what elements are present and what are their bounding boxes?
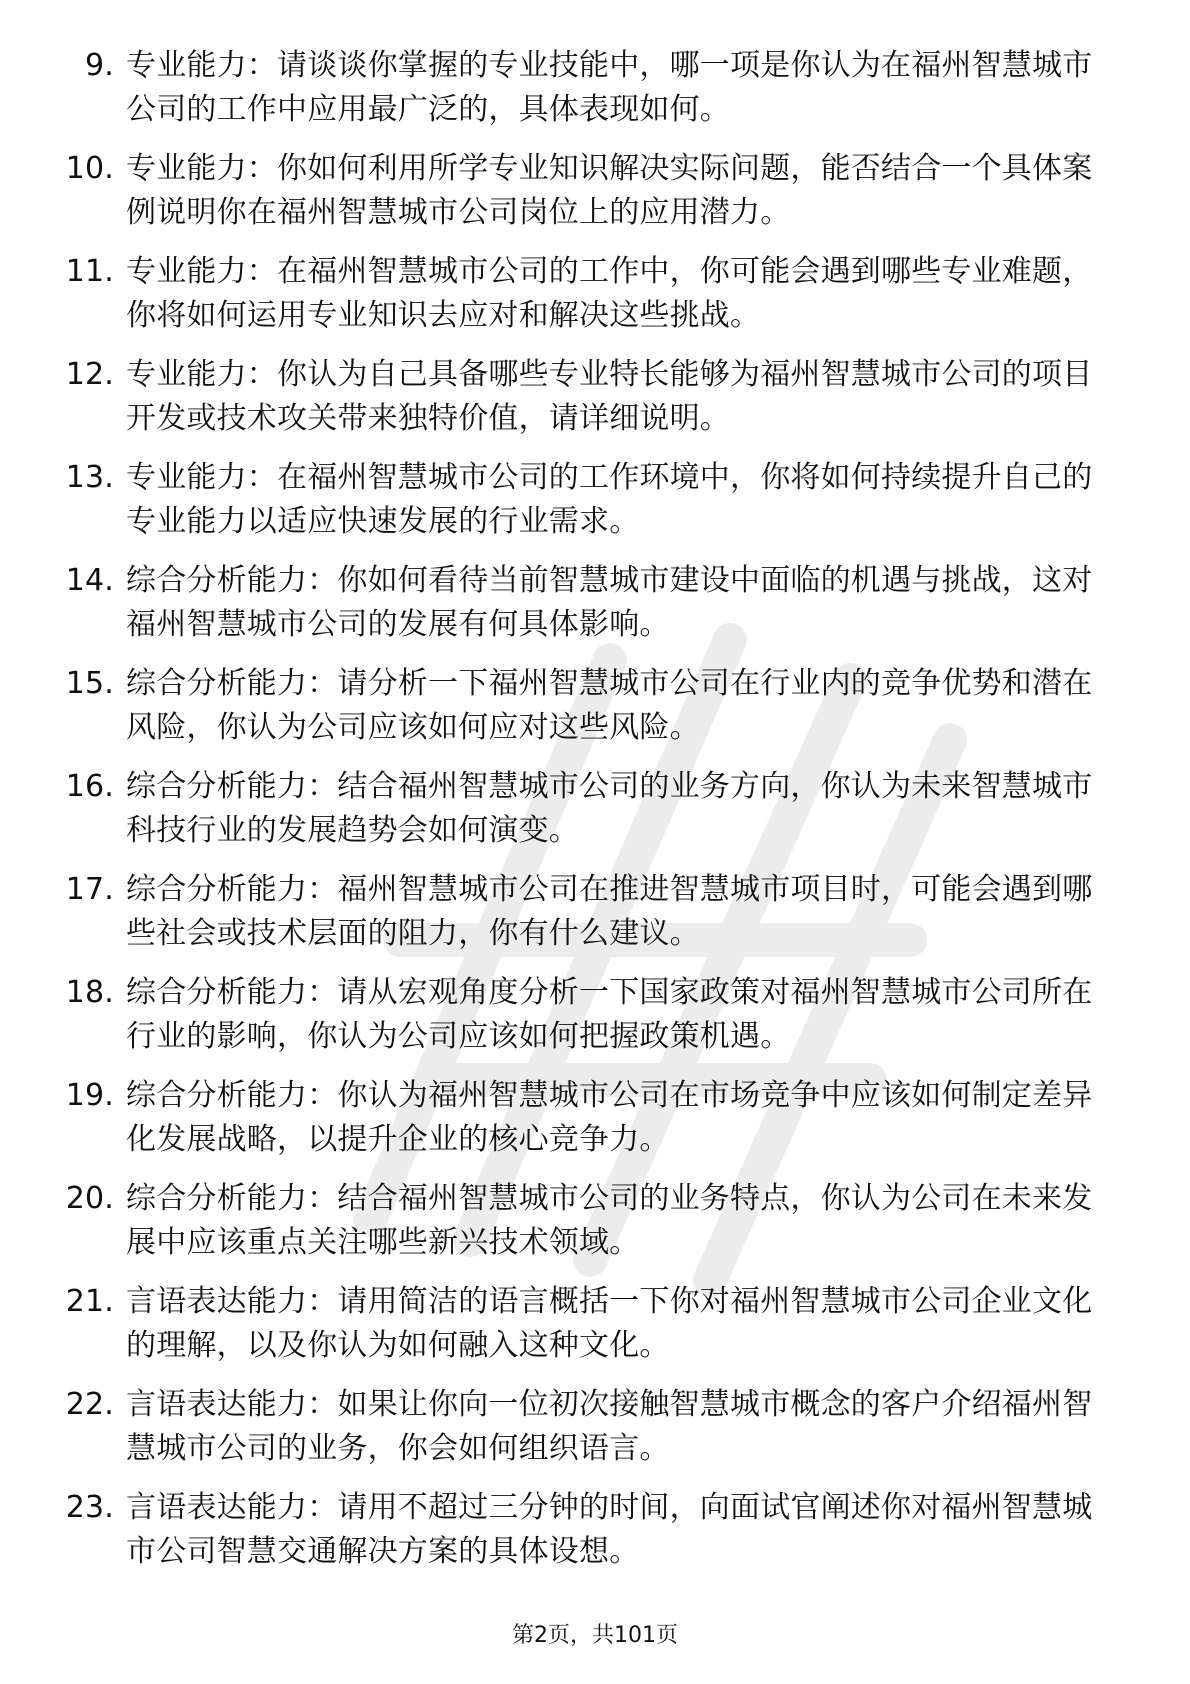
question-item <box>50 353 1110 441</box>
question-item <box>50 1383 1110 1471</box>
question-text: 综合分析能力：福州智慧城市公司在推进智慧城市项目时，可能会遇到哪些社会或技术层面的阻力，你有什么建议。 <box>126 872 1093 951</box>
question-number: 21. <box>65 1284 114 1319</box>
question-item <box>50 1486 1110 1574</box>
question-item <box>50 1177 1110 1265</box>
question-text: 综合分析能力：请分析一下福州智慧城市公司在行业内的竞争优势和潜在风险，你认为公司应该如何应对这些风险。 <box>126 666 1093 745</box>
question-item <box>50 1074 1110 1162</box>
question-item <box>50 250 1110 338</box>
question-text: 综合分析能力：结合福州智慧城市公司的业务特点，你认为公司在未来发展中应该重点关注哪些新兴技术领域。 <box>126 1181 1093 1260</box>
question-item <box>50 559 1110 647</box>
question-text: 言语表达能力：请用简洁的语言概括一下你对福州智慧城市公司企业文化的理解，以及你认为如何融入这种文化。 <box>126 1284 1093 1363</box>
question-text: 言语表达能力：请用不超过三分钟的时间，向面试官阐述你对福州智慧城市公司智慧交通解决方案的具体设想。 <box>126 1490 1093 1569</box>
question-number: 12. <box>65 357 114 392</box>
question-item <box>50 971 1110 1059</box>
question-number: 11. <box>65 254 114 289</box>
question-number: 17. <box>65 872 114 907</box>
question-number: 10. <box>65 151 114 186</box>
question-number: 23. <box>65 1490 114 1525</box>
question-text: 言语表达能力：如果让你向一位初次接触智慧城市概念的客户介绍福州智慧城市公司的业务，你会如何组织语言。 <box>126 1387 1093 1466</box>
question-item <box>50 456 1110 544</box>
question-number: 19. <box>65 1078 114 1113</box>
question-text: 综合分析能力：你如何看待当前智慧城市建设中面临的机遇与挑战，这对福州智慧城市公司的发展有何具体影响。 <box>126 563 1093 642</box>
question-text: 综合分析能力：结合福州智慧城市公司的业务方向，你认为未来智慧城市科技行业的发展趋势会如何演变。 <box>126 769 1093 848</box>
question-text: 专业能力：请谈谈你掌握的专业技能中，哪一项是你认为在福州智慧城市公司的工作中应用最广泛的，具体表现如何。 <box>126 48 1093 127</box>
question-text: 专业能力：你认为自己具备哪些专业特长能够为福州智慧城市公司的项目开发或技术攻关带来独特价值，请详细说明。 <box>126 357 1093 436</box>
question-text: 专业能力：在福州智慧城市公司的工作中，你可能会遇到哪些专业难题，你将如何运用专业知识去应对和解决这些挑战。 <box>126 254 1093 333</box>
question-number: 22. <box>65 1387 114 1422</box>
page-number-footer: 第2页，共101页 <box>512 1623 678 1648</box>
question-number: 14. <box>65 563 114 598</box>
question-item <box>50 868 1110 956</box>
question-text: 专业能力：在福州智慧城市公司的工作环境中，你将如何持续提升自己的专业能力以适应快速发展的行业需求。 <box>126 460 1093 539</box>
question-item <box>50 44 1110 132</box>
question-item <box>50 147 1110 235</box>
question-number: 13. <box>65 460 114 495</box>
question-item <box>50 765 1110 853</box>
question-item <box>50 1280 1110 1368</box>
question-number: 15. <box>65 666 114 701</box>
question-text: 综合分析能力：你认为福州智慧城市公司在市场竞争中应该如何制定差异化发展战略，以提升企业的核心竞争力。 <box>126 1078 1093 1157</box>
question-list <box>50 44 1110 1589</box>
question-number: 18. <box>65 975 114 1010</box>
question-number: 16. <box>65 769 114 804</box>
question-text: 专业能力：你如何利用所学专业知识解决实际问题，能否结合一个具体案例说明你在福州智慧城市公司岗位上的应用潜力。 <box>126 151 1093 230</box>
question-number: 9. <box>84 48 114 83</box>
question-item <box>50 662 1110 750</box>
question-number: 20. <box>65 1181 114 1216</box>
question-text: 综合分析能力：请从宏观角度分析一下国家政策对福州智慧城市公司所在行业的影响，你认为公司应该如何把握政策机遇。 <box>126 975 1093 1054</box>
